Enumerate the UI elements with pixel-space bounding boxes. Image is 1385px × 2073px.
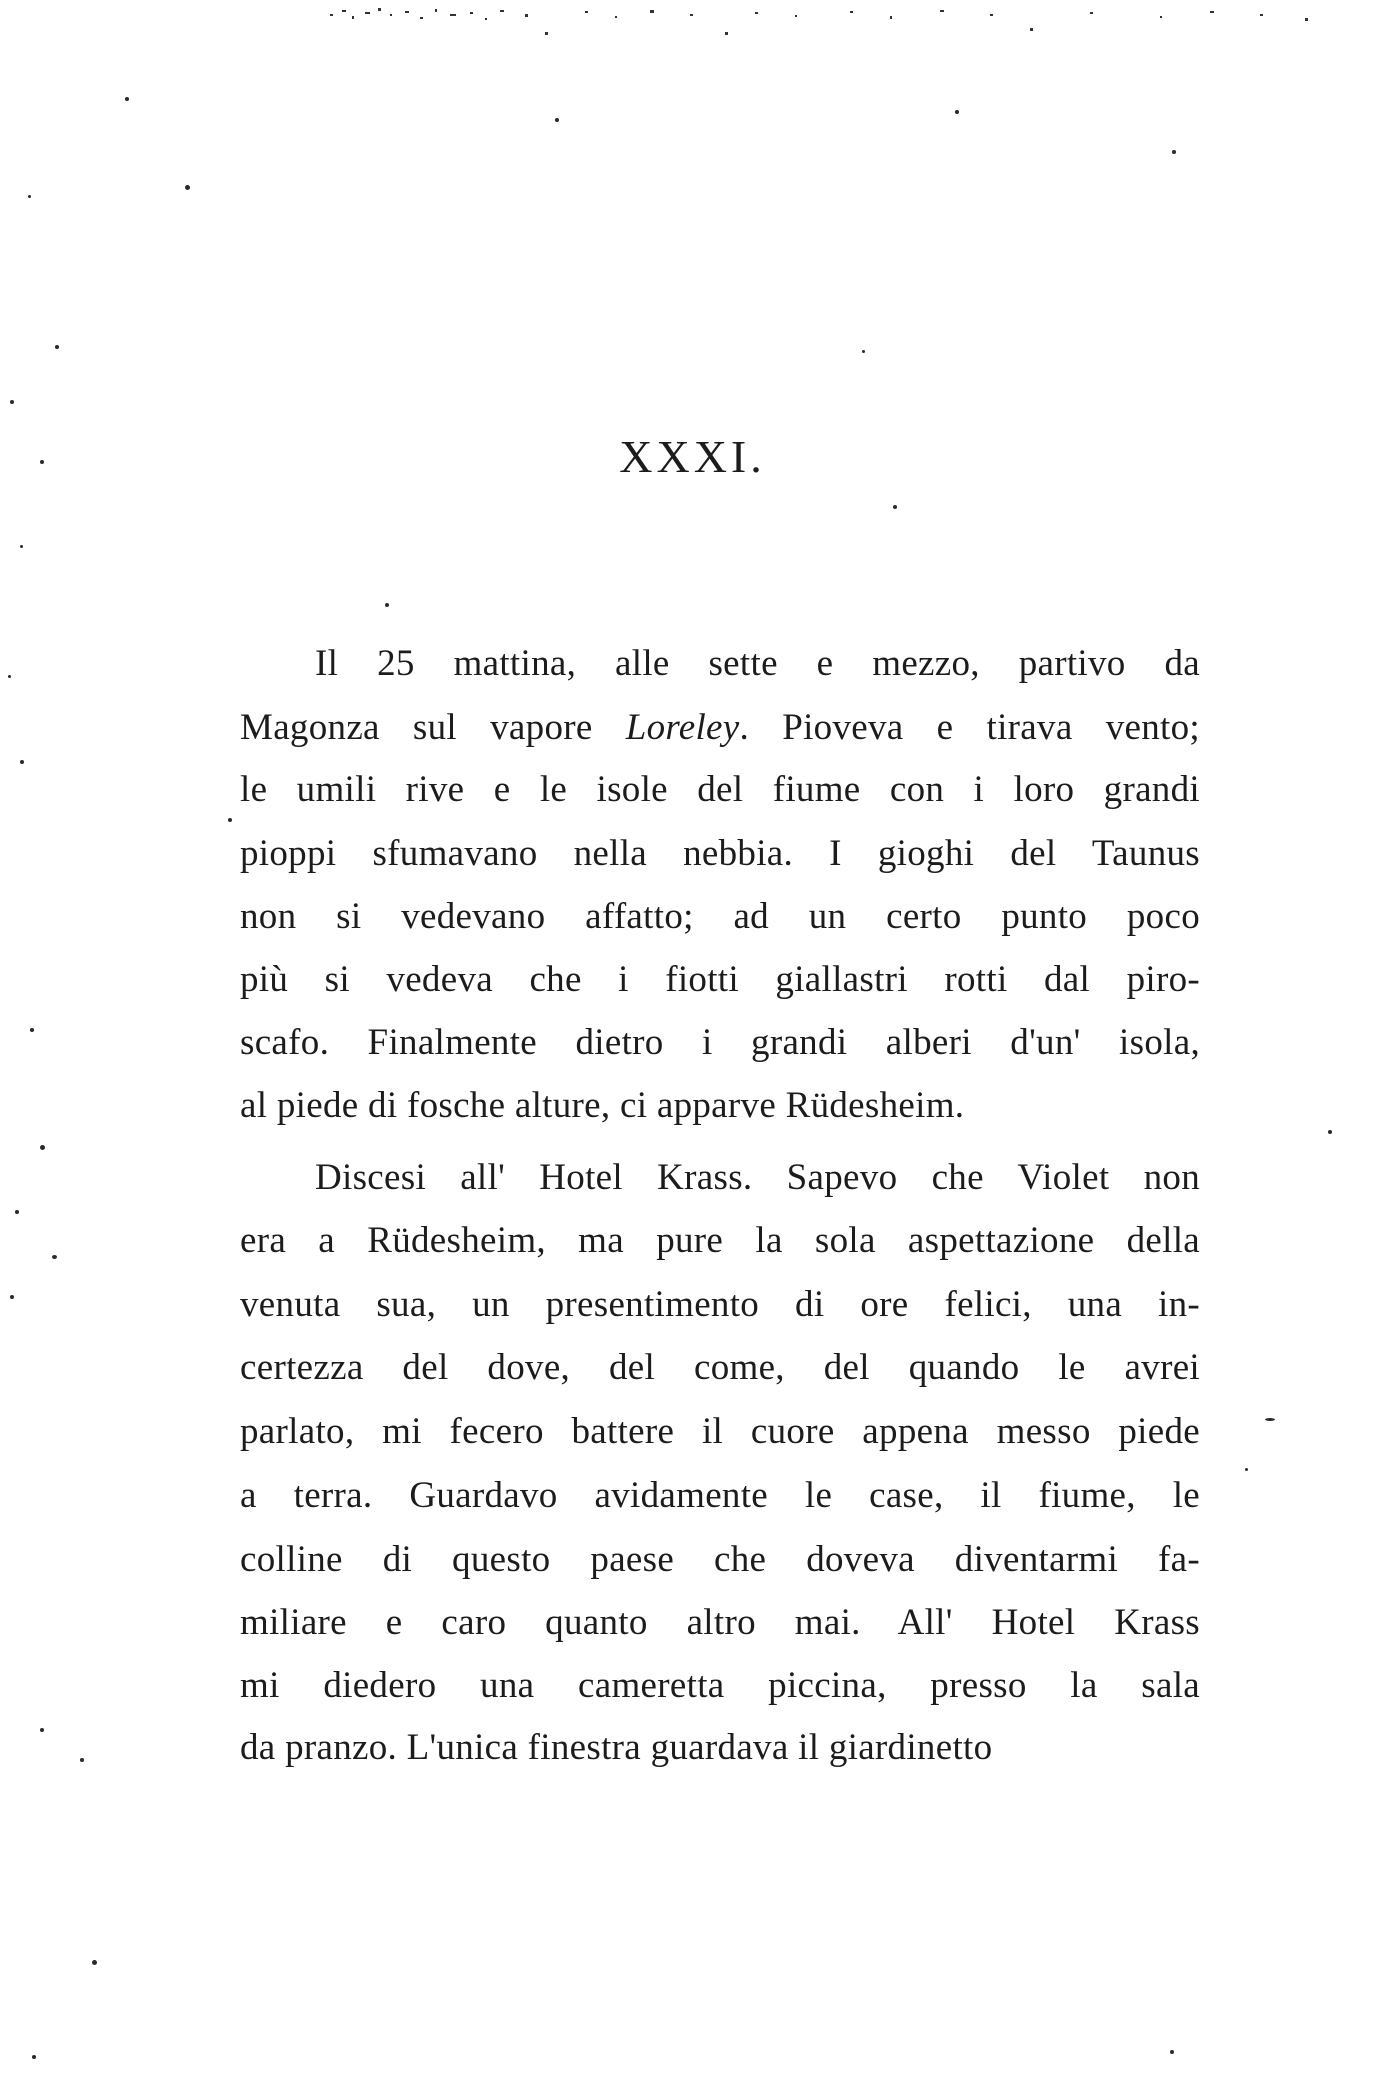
text-segment: . Pioveva e tirava vento; bbox=[739, 707, 1200, 748]
scan-speck bbox=[893, 505, 897, 509]
scan-speck bbox=[1245, 1468, 1248, 1471]
text-line bbox=[240, 960, 1200, 1000]
text-segment: certezza del dove, del come, del quando le avrei bbox=[240, 1347, 1200, 1388]
text-segment: venuta sua, un presentimento di ore felici, una in- bbox=[240, 1284, 1200, 1325]
text-segment: pioppi sfumavano nella nebbia. I gioghi del Taunus bbox=[240, 833, 1200, 874]
text-line bbox=[240, 1023, 1200, 1063]
scan-speck bbox=[10, 1295, 14, 1299]
text-segment: miliare e caro quanto altro mai. All' Hotel Krass bbox=[240, 1602, 1200, 1643]
text-segment: Discesi all' Hotel Krass. Sapevo che Violet non bbox=[315, 1157, 1200, 1198]
scan-speck bbox=[20, 545, 23, 548]
text-line bbox=[240, 770, 1200, 810]
scan-speck bbox=[20, 760, 24, 764]
scan-speck bbox=[52, 1255, 57, 1259]
text-line bbox=[240, 1412, 1200, 1452]
scan-speck bbox=[1170, 2050, 1174, 2054]
scan-speck bbox=[55, 345, 59, 349]
scan-noise-top bbox=[330, 2, 1330, 62]
scan-speck bbox=[185, 185, 190, 190]
scan-speck bbox=[1172, 150, 1176, 154]
scan-speck bbox=[125, 97, 129, 101]
scan-speck bbox=[32, 2055, 36, 2059]
text-line bbox=[315, 1158, 1200, 1198]
italic-text: Loreley bbox=[625, 707, 740, 748]
scan-speck bbox=[80, 1758, 84, 1762]
scan-speck bbox=[8, 675, 11, 678]
text-segment: Magonza sul vapore bbox=[240, 707, 626, 748]
text-segment: più si vedeva che i fiotti giallastri rotti dal piro- bbox=[240, 959, 1200, 1000]
text-line bbox=[315, 644, 1200, 684]
scan-speck bbox=[385, 603, 389, 607]
scan-speck bbox=[1265, 1418, 1275, 1421]
text-line bbox=[240, 1666, 1200, 1706]
scan-speck bbox=[30, 1028, 34, 1032]
text-line bbox=[240, 1603, 1200, 1643]
text-segment: non si vedevano affatto; ad un certo punto poco bbox=[240, 896, 1200, 937]
chapter-number: XXXI. bbox=[619, 431, 766, 482]
scan-speck bbox=[40, 1145, 45, 1150]
scan-speck bbox=[28, 195, 31, 198]
text-segment: le umili rive e le isole del fiume con i loro grandi bbox=[240, 769, 1200, 810]
text-line bbox=[240, 834, 1200, 874]
scan-speck bbox=[10, 400, 14, 404]
text-line bbox=[240, 1285, 1200, 1325]
text-segment: mi diedero una cameretta piccina, presso la sala bbox=[240, 1665, 1200, 1706]
text-line bbox=[240, 1086, 1200, 1126]
scan-speck bbox=[955, 110, 959, 114]
text-segment: colline di questo paese che doveva diventarmi fa- bbox=[240, 1539, 1200, 1580]
scan-speck bbox=[555, 118, 559, 122]
text-segment: al piede di fosche alture, ci apparve Rüdesheim. bbox=[240, 1085, 965, 1126]
text-line bbox=[240, 708, 1200, 748]
text-segment: scafo. Finalmente dietro i grandi alberi d'un' isola, bbox=[240, 1022, 1200, 1063]
text-line bbox=[240, 1728, 1200, 1768]
text-line bbox=[240, 1476, 1200, 1516]
scan-speck bbox=[1328, 1130, 1332, 1134]
scan-speck bbox=[862, 350, 865, 353]
text-segment: Il 25 mattina, alle sette e mezzo, partivo da bbox=[315, 643, 1200, 684]
scan-speck bbox=[40, 1728, 44, 1732]
text-line bbox=[240, 897, 1200, 937]
scan-speck bbox=[15, 1210, 19, 1214]
text-line bbox=[240, 1348, 1200, 1388]
scan-speck bbox=[92, 1960, 97, 1965]
text-segment: era a Rüdesheim, ma pure la sola aspettazione della bbox=[240, 1220, 1200, 1261]
text-line bbox=[240, 1221, 1200, 1261]
text-segment: da pranzo. L'unica finestra guardava il giardinetto bbox=[240, 1727, 993, 1768]
text-line bbox=[240, 1540, 1200, 1580]
scan-speck bbox=[228, 818, 232, 822]
text-segment: parlato, mi fecero battere il cuore appena messo piede bbox=[240, 1411, 1200, 1452]
text-segment: a terra. Guardavo avidamente le case, il fiume, le bbox=[240, 1475, 1200, 1516]
